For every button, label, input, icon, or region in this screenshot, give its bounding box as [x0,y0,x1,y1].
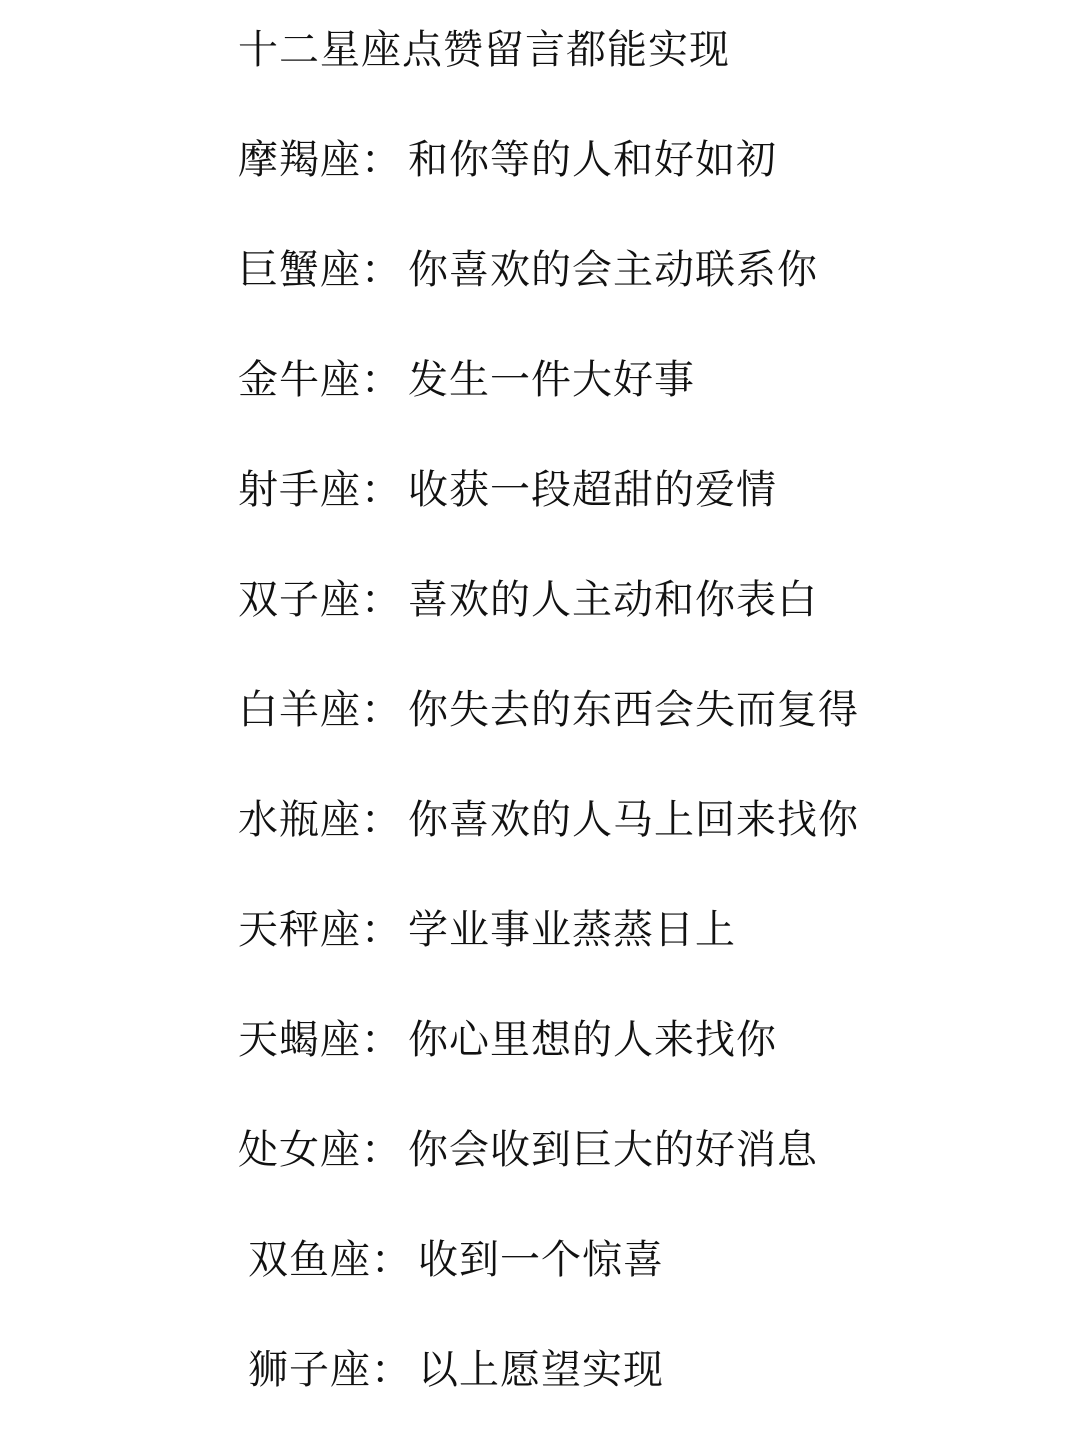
zodiac-line-scorpio [238,1012,777,1068]
separator: ： [361,1127,402,1173]
separator: ： [361,1017,402,1063]
separator: ： [361,357,402,403]
separator: ： [361,137,402,183]
page-title: 十二星座点赞留言都能实现 [238,27,730,73]
separator: ： [361,467,402,513]
separator: ： [371,1347,412,1393]
zodiac-wish: 学业事业蒸蒸日上 [408,907,736,953]
zodiac-sign: 天秤座 [238,907,361,953]
zodiac-sign: 摩羯座 [238,137,361,183]
zodiac-sign: 天蝎座 [238,1017,361,1063]
zodiac-line-virgo [238,1122,818,1178]
zodiac-line-leo [248,1342,664,1398]
separator: ： [361,247,402,293]
zodiac-line-pisces [248,1232,664,1288]
zodiac-wish: 以上愿望实现 [418,1347,664,1393]
separator: ： [361,577,402,623]
zodiac-line-aquarius [238,792,859,848]
zodiac-sign: 双子座 [238,577,361,623]
zodiac-line-taurus [238,352,695,408]
zodiac-line-aries [238,682,859,738]
separator: ： [361,797,402,843]
separator: ： [371,1237,412,1283]
zodiac-line-cancer [238,242,818,298]
zodiac-wish: 你喜欢的人马上回来找你 [408,797,859,843]
zodiac-wish: 你心里想的人来找你 [408,1017,777,1063]
zodiac-sign: 狮子座 [248,1347,371,1393]
zodiac-sign: 巨蟹座 [238,247,361,293]
zodiac-wish: 收获一段超甜的爱情 [408,467,777,513]
zodiac-wish: 喜欢的人主动和你表白 [408,577,818,623]
zodiac-sign: 金牛座 [238,357,361,403]
separator: ： [361,687,402,733]
zodiac-line-libra [238,902,736,958]
zodiac-sign: 双鱼座 [248,1237,371,1283]
zodiac-line-capricorn [238,132,777,188]
zodiac-wish: 你喜欢的会主动联系你 [408,247,818,293]
zodiac-sign: 处女座 [238,1127,361,1173]
zodiac-wish: 和你等的人和好如初 [408,137,777,183]
zodiac-wish: 发生一件大好事 [408,357,695,403]
separator: ： [361,907,402,953]
zodiac-line-gemini [238,572,818,628]
zodiac-sign: 水瓶座 [238,797,361,843]
zodiac-line-sagittarius [238,462,777,518]
zodiac-wish: 收到一个惊喜 [418,1237,664,1283]
zodiac-wish: 你失去的东西会失而复得 [408,687,859,733]
zodiac-sign: 射手座 [238,467,361,513]
zodiac-wish: 你会收到巨大的好消息 [408,1127,818,1173]
zodiac-sign: 白羊座 [238,687,361,733]
